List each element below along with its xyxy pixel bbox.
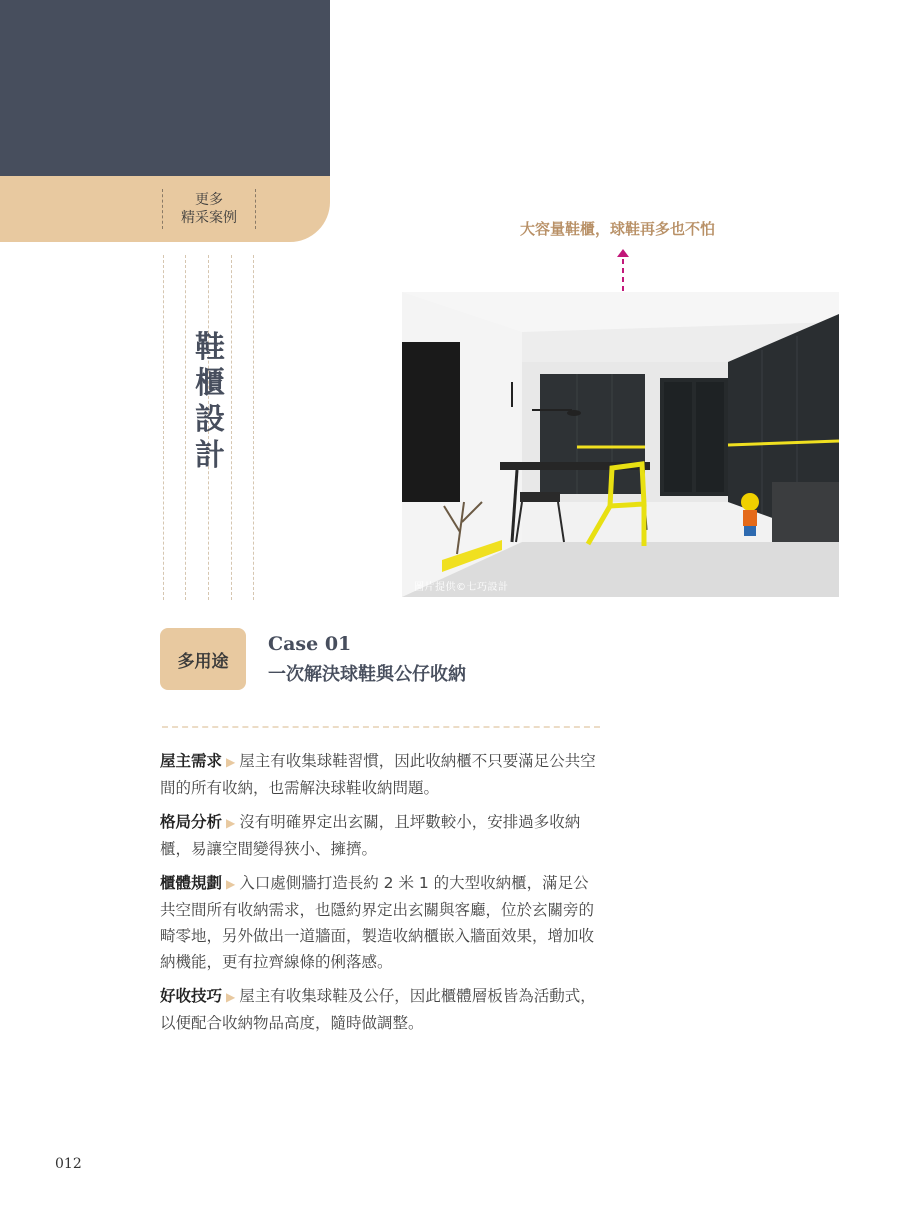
paragraph [160, 748, 602, 801]
paragraph-label: 櫃體規劃 [160, 874, 223, 892]
page-number: 012 [55, 1156, 82, 1172]
paragraph-label: 好收技巧 [160, 987, 223, 1005]
interior-photo [402, 292, 839, 597]
photo-credit: 圖片提供©七巧設計 [414, 582, 509, 593]
section-tab-line2: 精采案例 [181, 210, 237, 226]
triangle-right-icon: ▶ [226, 990, 236, 1004]
case-number: Case 01 [268, 633, 352, 655]
paragraph-text: 入口處側牆打造長約 2 米 1 的大型收納櫃，滿足公共空間所有收納需求，也隱約界定出玄關與客廳，位於玄關旁的畸零地，另外做出一道牆面，製造收納櫃嵌入牆面效果，增加收納機能，更有拉齊線條的俐落感。 [160, 874, 595, 971]
paragraph-text: 屋主有收集球鞋習慣，因此收納櫃不只要滿足公共空間的所有收納，也需解決球鞋收納問題。 [160, 752, 596, 797]
paragraph [160, 809, 602, 862]
paragraph [160, 983, 602, 1036]
paragraph-text: 沒有明確界定出玄關，且坪數較小，安排過多收納櫃，易讓空間變得狹小、擁擠。 [160, 813, 581, 858]
photo-callout: 大容量鞋櫃，球鞋再多也不怕 [520, 220, 716, 238]
chapter-title-char: 計 [195, 438, 225, 473]
section-tab-line1: 更多 [195, 192, 223, 208]
triangle-right-icon: ▶ [226, 816, 236, 830]
paragraph-text: 屋主有收集球鞋及公仔，因此櫃體層板皆為活動式，以便配合收納物品高度，隨時做調整。 [160, 987, 596, 1032]
triangle-right-icon: ▶ [226, 755, 236, 769]
paragraph [160, 870, 602, 975]
chapter-title-char: 櫃 [195, 366, 225, 401]
case-badge: 多用途 [160, 628, 246, 690]
chapter-title-char: 鞋 [195, 330, 225, 365]
triangle-right-icon: ▶ [226, 877, 236, 891]
chapter-title-char: 設 [195, 402, 225, 437]
paragraph-label: 屋主需求 [160, 752, 223, 770]
case-title: 一次解決球鞋與公仔收納 [268, 664, 466, 685]
divider [162, 726, 600, 728]
case-description [160, 748, 602, 1044]
paragraph-label: 格局分析 [160, 813, 223, 831]
